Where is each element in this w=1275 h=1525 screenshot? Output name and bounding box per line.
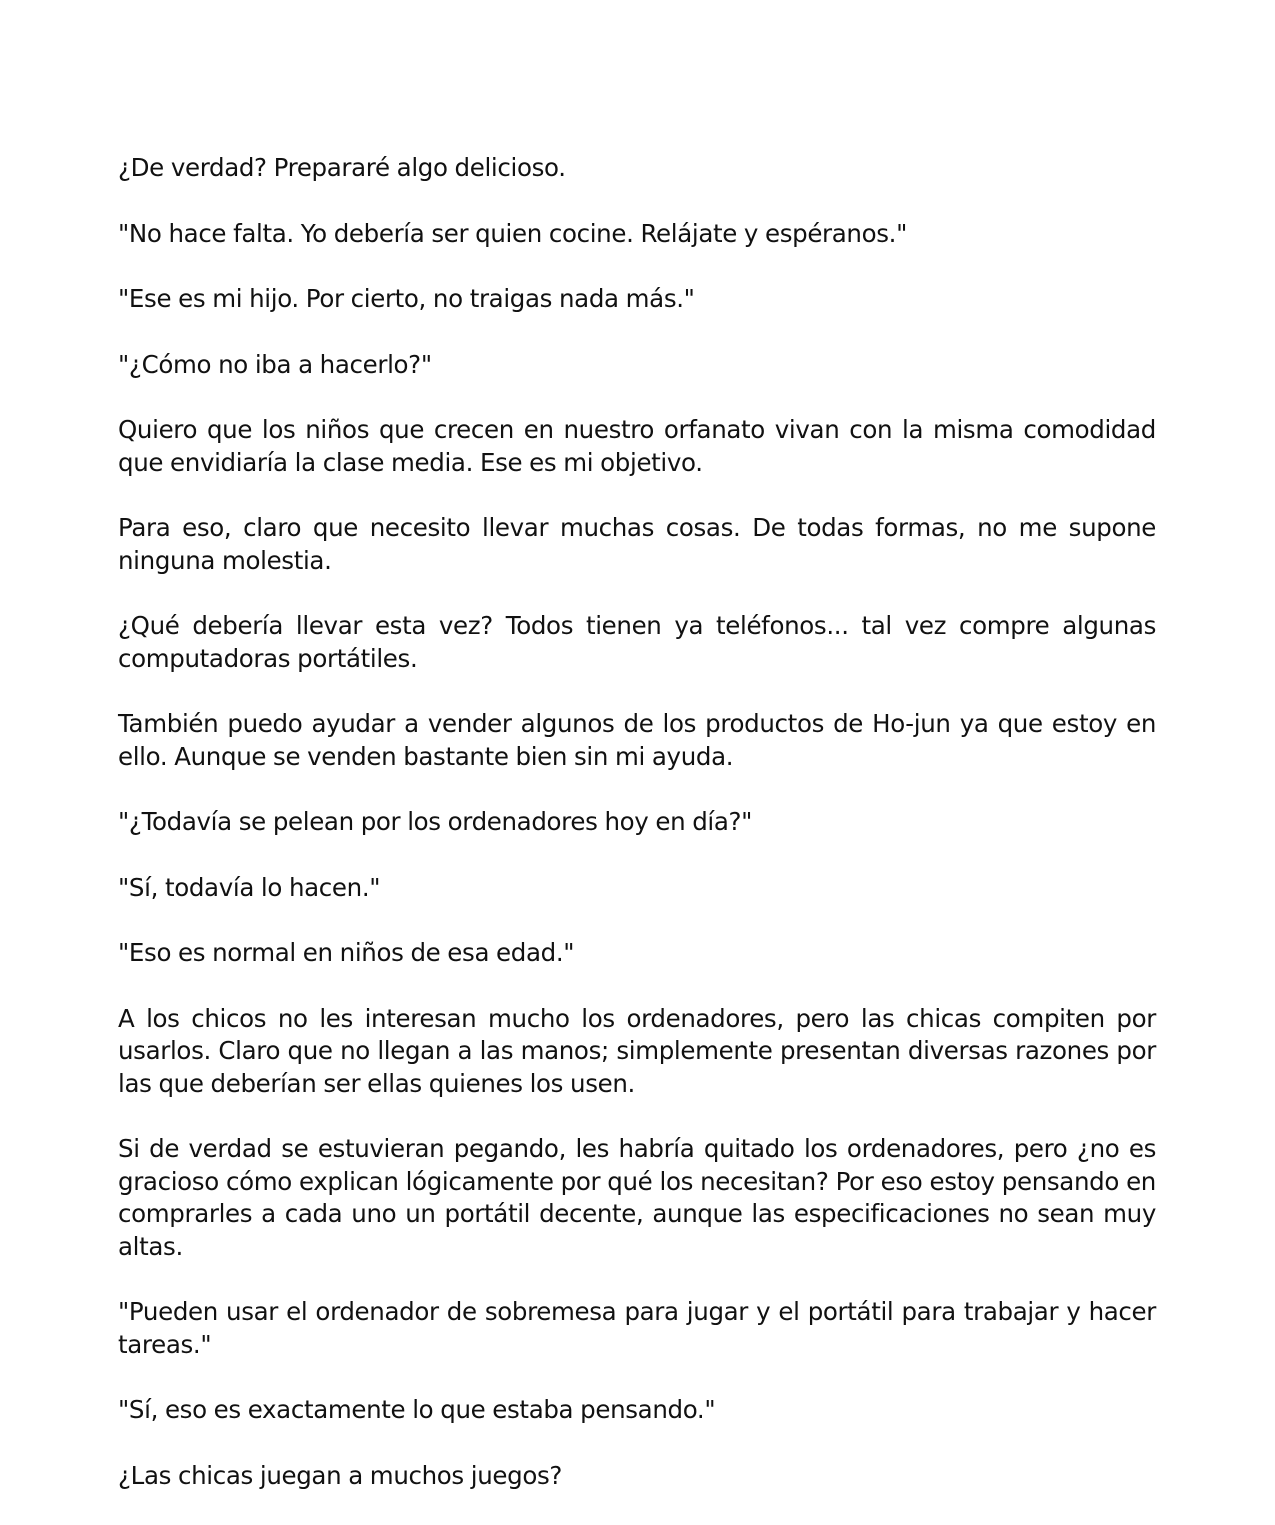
paragraph: Para eso, claro que necesito llevar muchas cosas. De todas formas, no me supone ninguna molestia. — [118, 513, 1156, 575]
paragraph: Si de verdad se estuvieran pegando, les habría quitado los ordenadores, pero ¿no es gracioso cómo explican lógicamente por qué los necesitan? Por eso estoy pensando en comprarles a cada uno un portátil decente, aunque las especificaciones no sean muy altas. — [118, 1134, 1156, 1261]
paragraph: "Sí, todavía lo hacen." — [118, 872, 381, 902]
paragraph: "Ese es mi hijo. Por cierto, no traigas nada más." — [118, 284, 695, 313]
paragraph: A los chicos no les interesan mucho los ordenadores, pero las chicas compiten por usarlos. Claro que no llegan a las manos; simplemente presentan diversas razones por las que deberían ser ellas quienes los usen. — [118, 1003, 1156, 1098]
paragraph: "Sí, eso es exactamente lo que estaba pensando." — [118, 1395, 716, 1424]
paragraph: "No hace falta. Yo debería ser quien cocine. Relájate y espéranos." — [118, 218, 908, 248]
paragraph: ¿De verdad? Prepararé algo delicioso. — [118, 153, 566, 182]
document-page — [118, 152, 1156, 1525]
paragraph: ¿Las chicas juegan a muchos juegos? — [118, 1460, 563, 1490]
paragraph: "¿Todavía se pelean por los ordenadores hoy en día?" — [118, 807, 753, 836]
paragraph: También puedo ayudar a vender algunos de los productos de Ho-jun ya que estoy en ello. Aunque se venden bastante bien sin mi ayuda. — [118, 709, 1156, 771]
paragraph: "Eso es normal en niños de esa edad." — [118, 938, 575, 967]
paragraph: Quiero que los niños que crecen en nuestro orfanato vivan con la misma comodidad que envidiaría la clase media. Ese es mi objetivo. — [118, 415, 1156, 477]
paragraph: ¿Qué debería llevar esta vez? Todos tienen ya teléfonos... tal vez compre algunas computadoras portátiles. — [118, 611, 1156, 673]
paragraph: "Pueden usar el ordenador de sobremesa para jugar y el portátil para trabajar y hacer tareas." — [118, 1297, 1156, 1359]
paragraph: "¿Cómo no iba a hacerlo?" — [118, 349, 432, 379]
